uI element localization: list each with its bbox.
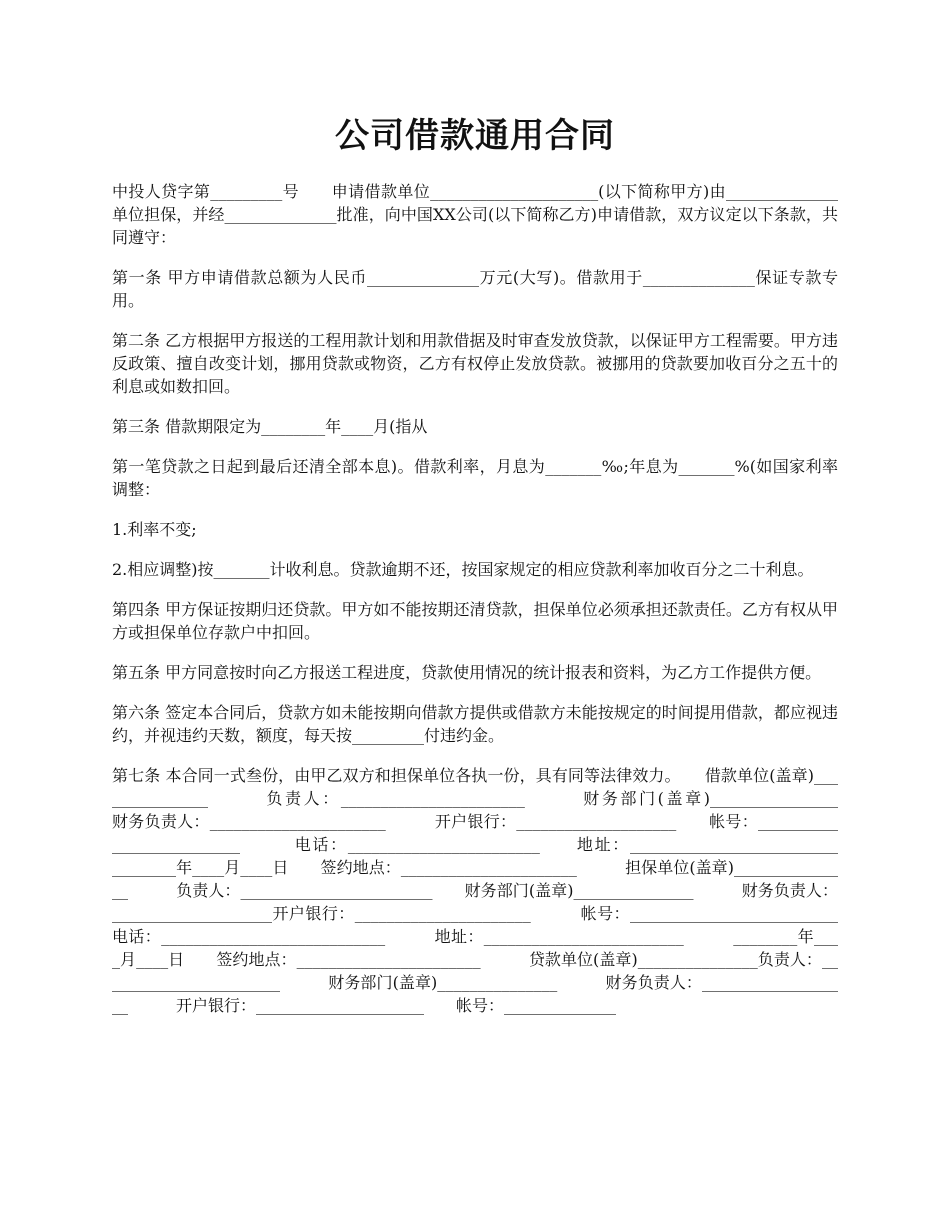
preamble-paragraph: 中投人贷字第_________号 申请借款单位_____________________(以下简称甲方)由______________单位担保，并经______________批准，向中国XX公司(以下简称乙方)申请借款，双方议定以下条款，共同遵守：	[112, 182, 838, 247]
document-title: 公司借款通用合同	[335, 116, 615, 156]
article-6-paragraph: 第六条 签定本合同后，贷款方如未能按期向借款方提供或借款方未能按规定的时间提用借款，都应视违约，并视违约天数，额度，每天按_________付违约金。	[112, 703, 838, 745]
rate-option-2-paragraph: 2.相应调整)按_______计收利息。贷款逾期不还，按国家规定的相应贷款利率加收百分之二十利息。	[112, 560, 814, 579]
article-1-paragraph: 第一条 甲方申请借款总额为人民币______________万元(大写)。借款用于______________保证专款专用。	[112, 268, 838, 310]
contract-page	[112, 108, 887, 1034]
article-3-paragraph: 第三条 借款期限定为________年____月(指从	[112, 417, 428, 436]
article-4-paragraph: 第四条 甲方保证按期归还贷款。甲方如不能按期还清贷款，担保单位必须承担还款责任。乙方有权从甲方或担保单位存款户中扣回。	[112, 600, 838, 642]
rate-option-1-paragraph: 1.利率不变;	[112, 520, 197, 539]
article-7-signature-paragraph: 第七条 本合同一式叁份，由甲乙双方和担保单位各执一份，具有同等法律效力。 借款单位(盖章)_______________ 负责人：_______________________ 财务部门(盖章)________________ 财务负责人：______________________ 开户银行：____________________ 帐号：__________________________ 电话：________________________ 地址：__________________________ ________年____月____日 签约地点：______________________ 担保单位(盖章)_______________ 负责人：________________________ 财务部门(盖章)_______________ 财务负责人：____________________开户银行：______________________ 帐号：__________________________ 电话：____________________________ 地址：_________________________ ________年____月____日 签约地点：_______________________ 贷款单位(盖章)_______________负责人：_______________________ 财务部门(盖章)_______________ 财务负责人：___________________ 开户银行：_____________________ 帐号：______________	[112, 766, 887, 1015]
article-2-paragraph: 第二条 乙方根据甲方报送的工程用款计划和用款借据及时审查发放贷款，以保证甲方工程需要。甲方违反政策、擅自改变计划，挪用贷款或物资，乙方有权停止发放贷款。被挪用的贷款要加收百分之五十的利息或如数扣回。	[112, 331, 838, 396]
article-3-continued-paragraph: 第一笔贷款之日起到最后还清全部本息)。借款利率，月息为_______‰;年息为_______%(如国家利率调整：	[112, 457, 838, 499]
article-5-paragraph: 第五条 甲方同意按时向乙方报送工程进度，贷款使用情况的统计报表和资料，为乙方工作提供方便。	[112, 663, 822, 682]
